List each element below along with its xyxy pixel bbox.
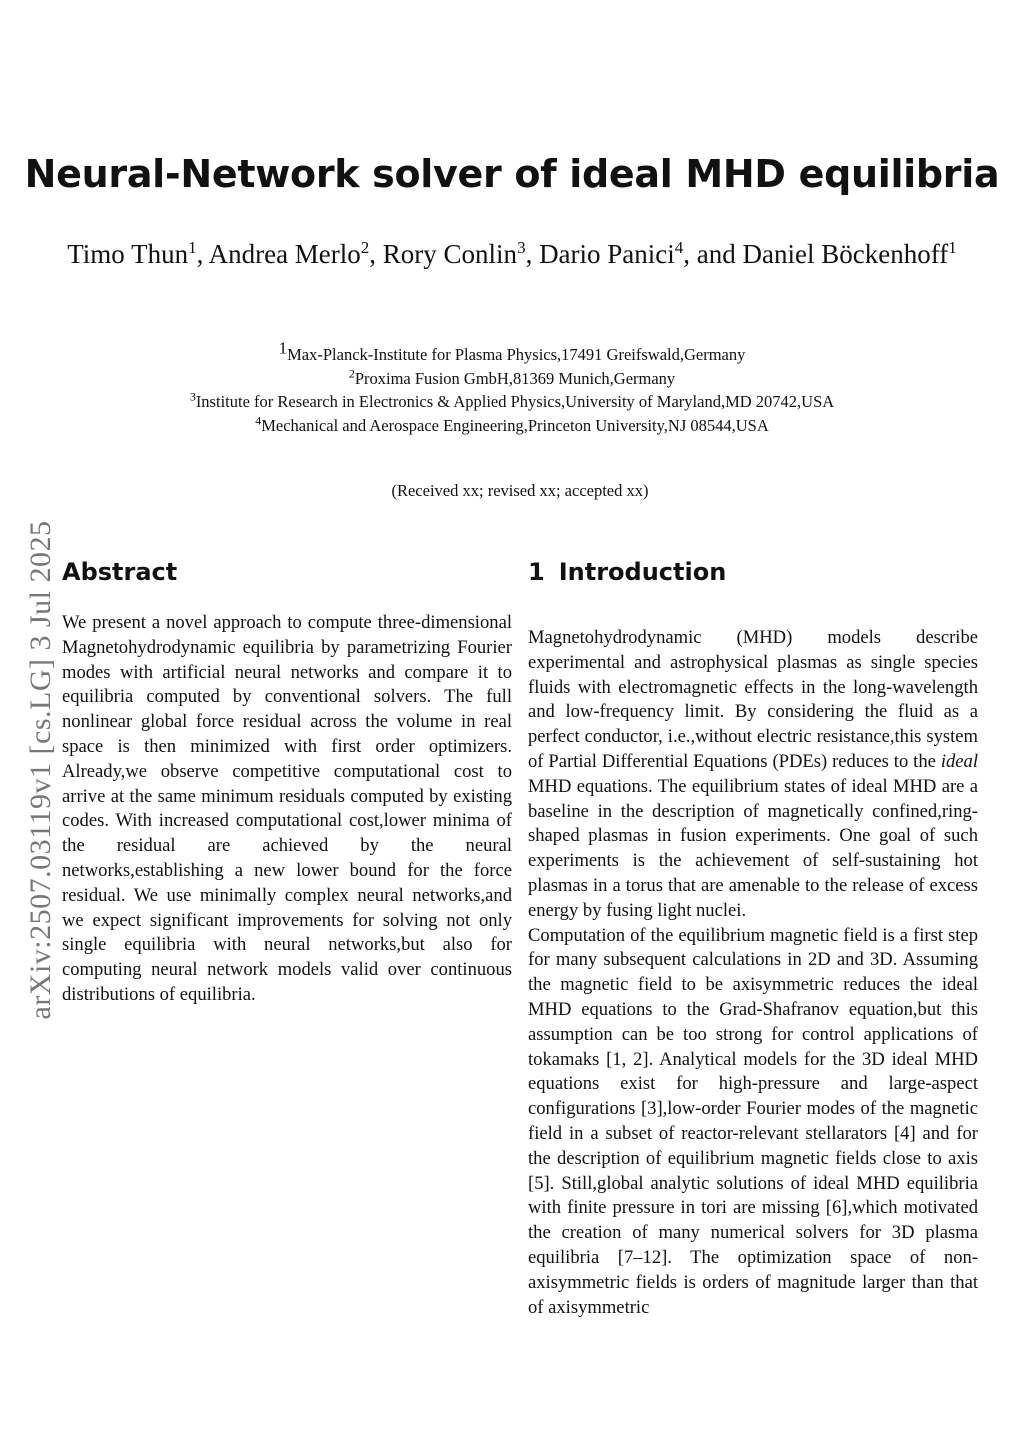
received-dates: (Received xx; revised xx; accepted xx) <box>391 481 649 500</box>
affiliation-line <box>60 338 964 367</box>
author-affiliation-mark: 3 <box>517 238 526 257</box>
affiliation-list <box>60 338 964 437</box>
introduction-body <box>528 626 978 1320</box>
paragraph-text: Magnetohydrodynamic (MHD) models describe experimental and astrophysical plasmas as single species fluids with electromagnetic effects in the long-wavelength and low-frequency limit. By considering the fluid as a perfect conductor, i.e.,without electric resistance,this system of Partial Differential Equations (PDEs) reduces to the <box>528 627 978 772</box>
affiliation-text: Max-Planck-Institute for Plasma Physics,17491 Greifswald,Germany <box>287 345 746 364</box>
section-number: 1 <box>528 558 545 586</box>
abstract-paragraph: We present a novel approach to compute three-dimensional Magnetohydrodynamic equilibria by parametrizing Fourier modes with artificial neural networks and compare it to equilibria computed by conventional solvers. The full nonlinear global force residual across the volume in real space is then minimized with first order optimizers. Already,we observe competitive computational cost to arrive at the same minimum residuals computed by existing codes. With increased computational cost,lower minima of the residual are achieved by the neural networks,establishing a new lower bound for the force residual. We use minimally complex neural networks,and we expect significant improvements for solving not only single equilibria with neural networks,but also for computing neural network models valid over continuous distributions of equilibria. <box>62 612 512 1005</box>
affiliation-number: 2 <box>348 366 355 380</box>
author-affiliation-mark: 1 <box>948 238 957 257</box>
paper-title: Neural-Network solver of ideal MHD equilibria <box>24 152 1000 196</box>
emphasized-term: ideal <box>940 750 978 772</box>
author-separator: , <box>369 239 383 269</box>
affiliation-number: 3 <box>189 389 196 404</box>
introduction-paragraph-1 <box>528 626 978 924</box>
affiliation-number: 4 <box>255 413 262 427</box>
arxiv-identifier-stamp: arXiv:2507.03119v1 [cs.LG] 3 Jul 2025 <box>24 520 57 1020</box>
author-affiliation-mark: 4 <box>674 238 684 257</box>
affiliation-text: Proxima Fusion GmbH,81369 Munich,Germany <box>354 368 676 388</box>
section-title: Introduction <box>558 558 727 586</box>
author-name: Timo Thun <box>67 239 189 269</box>
author-separator: , and <box>683 239 743 269</box>
introduction-heading <box>528 558 726 586</box>
paragraph-text: MHD equations. The equilibrium states of ideal MHD are a baseline in the description of magnetically confined,ring-shaped plasmas in fusion experiments. One goal of such experiments is the achievement of self-sustaining hot plasmas in a torus that are amenable to the release of excess energy by fusing light nuclei. <box>528 775 978 921</box>
affiliation-text: Institute for Research in Electronics & Applied Physics,University of Maryland,MD 20742,USA <box>195 392 835 411</box>
author-list <box>60 236 964 273</box>
author-affiliation-mark: 2 <box>360 238 370 257</box>
author-name: Daniel Böckenhoff <box>742 239 949 269</box>
author-separator: , <box>196 239 209 269</box>
affiliation-line <box>60 390 964 414</box>
affiliation-number: 1 <box>278 338 288 358</box>
author-name: Andrea Merlo <box>208 239 361 269</box>
author-name: Dario Panici <box>539 239 675 269</box>
abstract-heading: Abstract <box>62 558 178 586</box>
author-separator: , <box>525 239 540 269</box>
affiliation-line <box>60 414 964 438</box>
introduction-paragraph-2: Computation of the equilibrium magnetic field is a first step for many subsequent calculations in 2D and 3D. Assuming the magnetic field to be axisymmetric reduces the ideal MHD equations to the Grad-Shafranov equation,but this assumption can be too strong for control applications of tokamaks [1, 2]. Analytical models for the 3D ideal MHD equations exist for high-pressure and large-aspect configurations [3],low-order Fourier modes of the magnetic field in a subset of reactor-relevant stellarators [4] and for the description of equilibrium magnetic fields close to axis [5]. Still,global analytic solutions of ideal MHD equilibria with finite pressure in tori are missing [6],which motivated the creation of many numerical solvers for 3D plasma equilibria [7–12]. The optimization space of non-axisymmetric fields is orders of magnitude larger than that of axisymmetric <box>528 924 978 1318</box>
affiliation-line <box>60 367 964 391</box>
author-name: Rory Conlin <box>382 239 518 269</box>
author-affiliation-mark: 1 <box>188 238 197 257</box>
abstract-body <box>62 611 512 1008</box>
affiliation-text: Mechanical and Aerospace Engineering,Princeton University,NJ 08544,USA <box>261 415 769 435</box>
